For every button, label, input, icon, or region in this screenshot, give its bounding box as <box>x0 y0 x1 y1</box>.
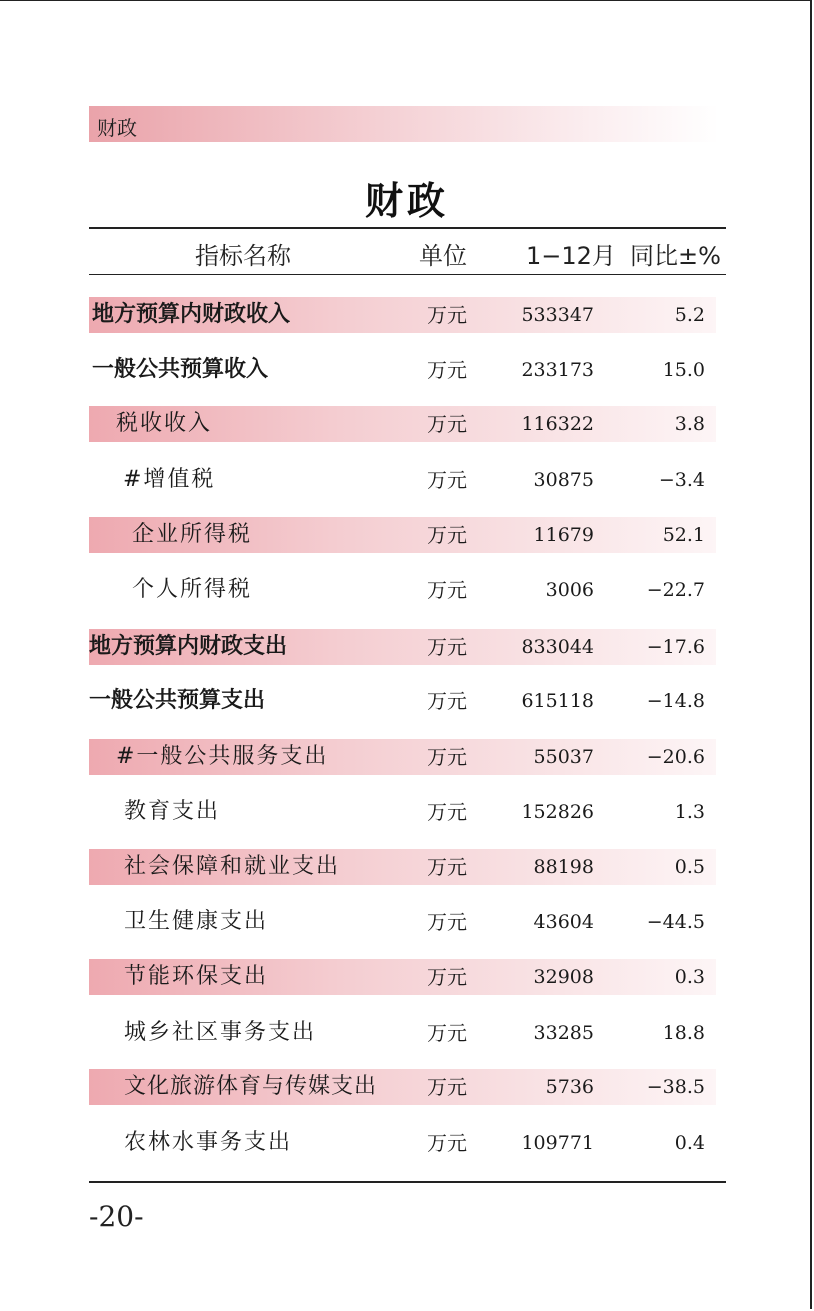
table-row <box>89 794 726 830</box>
row-label: 社会保障和就业支出 <box>124 854 341 879</box>
section-banner <box>89 106 719 142</box>
row-unit: 万元 <box>427 412 467 436</box>
column-header-name: 指标名称 <box>195 242 291 270</box>
row-value: 3006 <box>545 579 594 601</box>
row-yoy: −14.8 <box>646 690 705 712</box>
row-label: #增值税 <box>123 467 216 492</box>
table-row <box>89 1015 726 1051</box>
row-label: 一般公共预算收入 <box>92 357 269 382</box>
row-unit: 万元 <box>427 965 467 989</box>
row-unit: 万元 <box>427 745 467 769</box>
section-tag: 财政 <box>97 116 137 140</box>
row-yoy: −3.4 <box>658 469 705 491</box>
row-yoy: 18.8 <box>662 1022 705 1044</box>
page-number: -20- <box>89 1200 144 1233</box>
row-yoy: 0.3 <box>674 966 705 988</box>
table-header-rule <box>89 274 726 275</box>
column-header-period: 1−12月 <box>526 242 616 270</box>
row-yoy: 1.3 <box>674 801 705 823</box>
table-row <box>89 629 726 665</box>
table-row <box>89 517 726 553</box>
row-yoy: −38.5 <box>646 1076 705 1098</box>
row-label: 卫生健康支出 <box>124 909 269 934</box>
row-value: 152826 <box>521 801 594 823</box>
row-value: 233173 <box>521 359 594 381</box>
column-header-unit: 单位 <box>419 242 467 270</box>
row-yoy: 3.8 <box>674 413 705 435</box>
row-unit: 万元 <box>427 1021 467 1045</box>
row-unit: 万元 <box>427 1075 467 1099</box>
row-unit: 万元 <box>427 800 467 824</box>
row-label: 企业所得税 <box>132 522 253 547</box>
row-yoy: 0.4 <box>674 1132 705 1154</box>
row-label: 教育支出 <box>124 799 221 824</box>
row-label: 农林水事务支出 <box>124 1130 293 1155</box>
table-row <box>89 352 726 388</box>
table-row <box>89 959 726 995</box>
table-row <box>89 462 726 498</box>
row-label: 文化旅游体育与传媒支出 <box>124 1074 378 1099</box>
page-title: 财政 <box>364 179 449 223</box>
row-unit: 万元 <box>427 635 467 659</box>
column-header-yoy: 同比±% <box>630 242 721 270</box>
table-row <box>89 297 726 333</box>
table-row <box>89 406 726 442</box>
row-value: 833044 <box>521 636 594 658</box>
row-unit: 万元 <box>427 303 467 327</box>
row-value: 33285 <box>533 1022 594 1044</box>
table-row <box>89 1125 726 1161</box>
row-unit: 万元 <box>427 910 467 934</box>
table-row <box>89 1069 726 1105</box>
row-unit: 万元 <box>427 855 467 879</box>
row-label: 一般公共预算支出 <box>89 688 266 713</box>
row-unit: 万元 <box>427 523 467 547</box>
row-yoy: 52.1 <box>662 524 705 546</box>
row-label: 城乡社区事务支出 <box>124 1020 317 1045</box>
row-unit: 万元 <box>427 1131 467 1155</box>
row-yoy: −44.5 <box>646 911 705 933</box>
row-value: 32908 <box>533 966 594 988</box>
row-value: 88198 <box>533 856 594 878</box>
table-row <box>89 849 726 885</box>
row-unit: 万元 <box>427 578 467 602</box>
row-label: 地方预算内财政收入 <box>92 302 291 327</box>
row-value: 11679 <box>533 524 594 546</box>
row-yoy: −22.7 <box>646 579 705 601</box>
table-top-rule <box>89 227 726 229</box>
row-unit: 万元 <box>427 468 467 492</box>
row-value: 43604 <box>533 911 594 933</box>
row-label: 地方预算内财政支出 <box>89 634 288 659</box>
row-yoy: −20.6 <box>646 746 705 768</box>
row-value: 533347 <box>521 304 594 326</box>
row-unit: 万元 <box>427 358 467 382</box>
row-yoy: 15.0 <box>662 359 705 381</box>
row-yoy: −17.6 <box>646 636 705 658</box>
row-value: 30875 <box>533 469 594 491</box>
row-yoy: 0.5 <box>674 856 705 878</box>
row-unit: 万元 <box>427 689 467 713</box>
row-value: 116322 <box>521 413 594 435</box>
row-label: 节能环保支出 <box>124 964 269 989</box>
row-yoy: 5.2 <box>674 304 705 326</box>
table-row <box>89 572 726 608</box>
table-bottom-rule <box>89 1181 726 1183</box>
table-row <box>89 683 726 719</box>
row-value: 615118 <box>521 690 594 712</box>
row-value: 109771 <box>521 1132 594 1154</box>
table-row <box>89 739 726 775</box>
row-value: 5736 <box>545 1076 594 1098</box>
row-value: 55037 <box>533 746 594 768</box>
row-label: 税收收入 <box>116 411 213 436</box>
table-row <box>89 904 726 940</box>
row-label: 个人所得税 <box>132 577 253 602</box>
row-label: #一般公共服务支出 <box>116 744 329 769</box>
